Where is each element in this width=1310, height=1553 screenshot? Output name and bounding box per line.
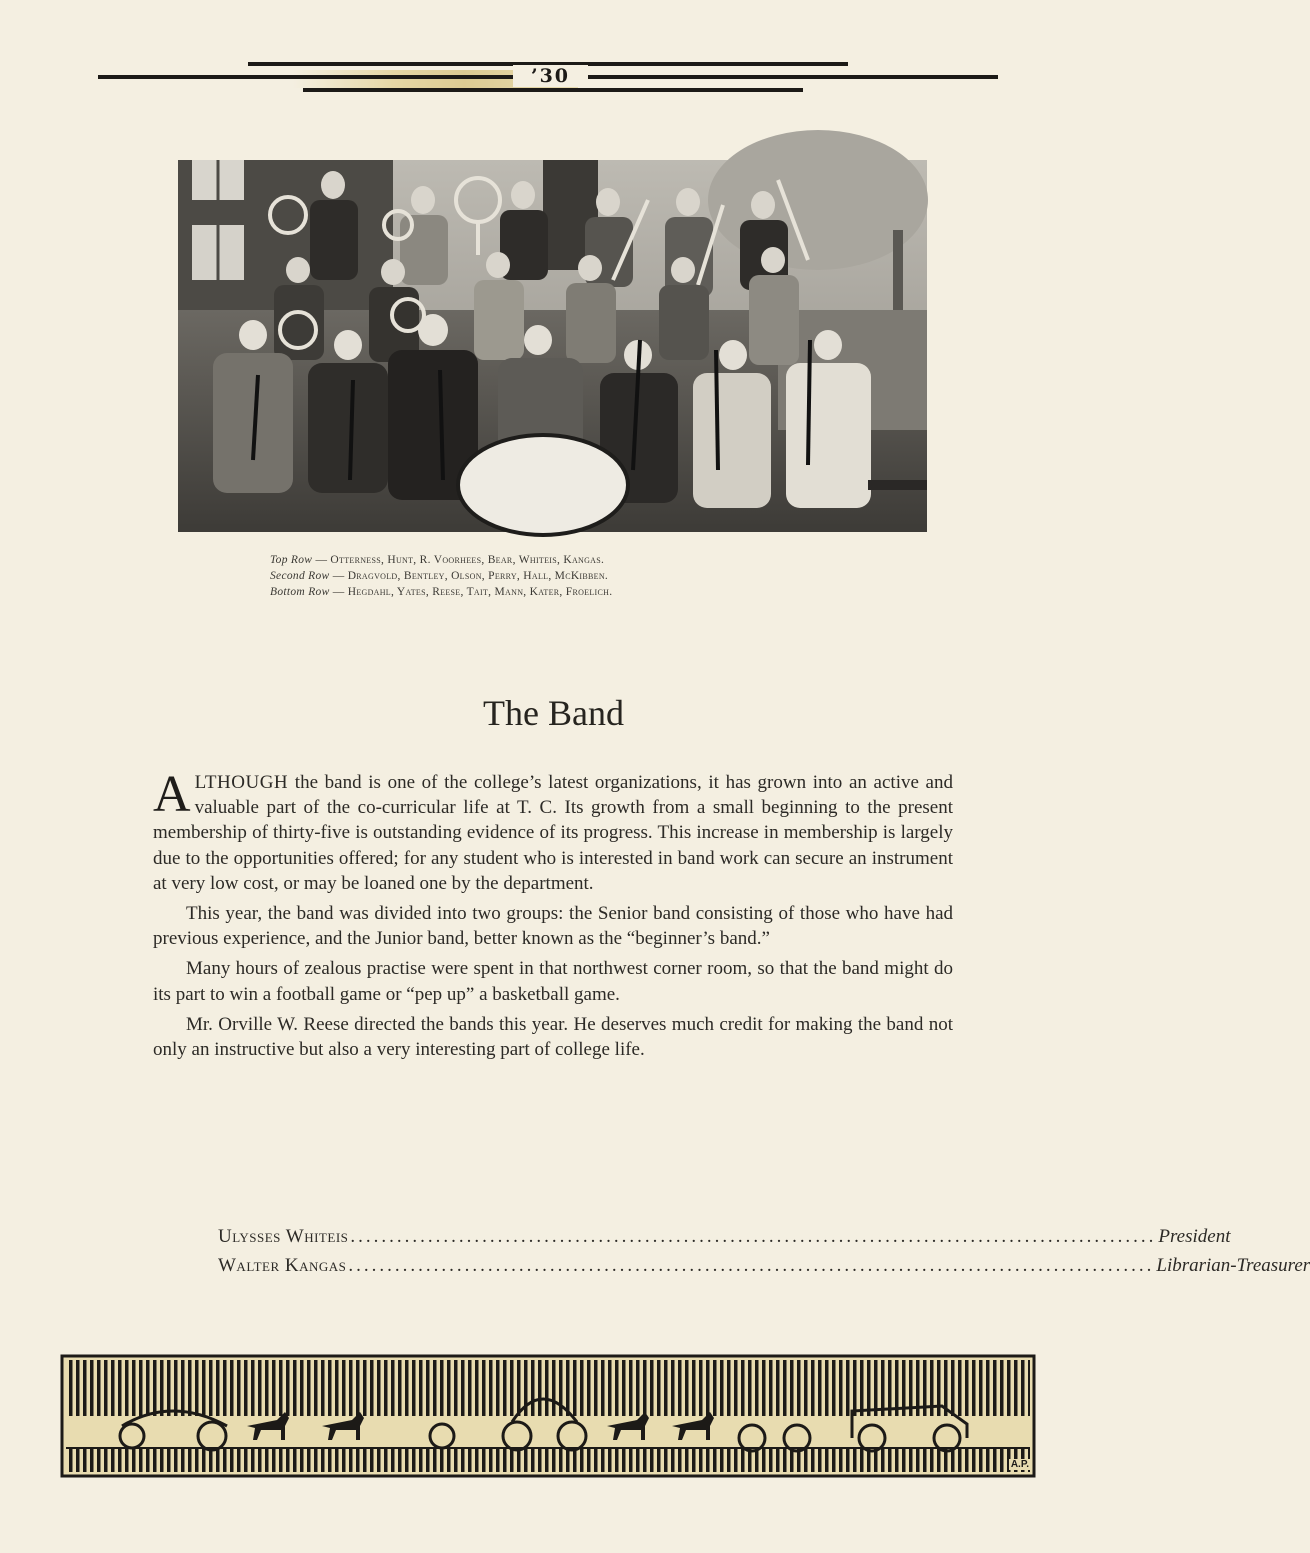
leader-dots: ........................................................................................................: [350, 1226, 1157, 1247]
drop-cap: A: [153, 766, 191, 823]
caption-row-top: [270, 552, 830, 568]
officer-row: [218, 1222, 1231, 1251]
paragraph-3: Many hours of zealous practise were spent in that northwest corner room, so that the band might do its part to win a football game or “pep up” a basketball game.: [153, 958, 953, 1005]
caption-row-label: Bottom Row: [270, 586, 330, 598]
officer-name: Walter Kangas: [218, 1255, 347, 1276]
decorative-frieze: [62, 1356, 1034, 1476]
header-rule-bottom: [303, 88, 803, 92]
officer-title: Librarian-Treasurer: [1156, 1255, 1310, 1276]
band-group-photo: [178, 160, 927, 532]
officer-row: [218, 1251, 1310, 1280]
caption-row-label: Second Row: [270, 570, 330, 582]
caption-row-label: Top Row: [270, 554, 313, 566]
page-number: ’30: [513, 65, 588, 87]
officers-list: [218, 1222, 1310, 1280]
transport-procession-illustration: [62, 1356, 1034, 1476]
officer-name: Ulysses Whiteis: [218, 1226, 349, 1247]
paragraph-2: This year, the band was divided into two groups: the Senior band consisting of those who have had previous experience, and the Junior band, better known as the “beginner’s band.”: [153, 903, 953, 950]
leader-dots: ........................................................................................................: [348, 1255, 1155, 1276]
caption-row-names: — Hegdahl, Yates, Reese, Tait, Mann, Kater, Froelich.: [332, 586, 613, 598]
caption-row-bottom: [270, 584, 830, 600]
page-header: [98, 58, 998, 98]
artist-signature: A.P.: [1010, 1459, 1029, 1470]
photo-caption: [270, 552, 830, 600]
article-body: [153, 766, 953, 1067]
caption-row-names: — Dragvold, Bentley, Olson, Perry, Hall, McKibben.: [332, 570, 609, 582]
paragraph-4: Mr. Orville W. Reese directed the bands this year. He deserves much credit for making the band not only an instructive but also a very interesting part of college life.: [153, 1013, 953, 1061]
header-rule-right: [588, 75, 998, 79]
photo-illustration: [178, 160, 927, 532]
page-title: The Band: [483, 693, 624, 733]
caption-row-names: — Otterness, Hunt, R. Voorhees, Bear, Whiteis, Kangas.: [315, 554, 605, 566]
officer-title: President: [1158, 1226, 1231, 1247]
paragraph-1-text: the band is one of the college’s latest organizations, it has grown into an active and valuable part of the co-curricular life at T. C. Its growth from a small beginning to the present membership of thirty-five is outstanding evidence of its progress. This increase in membership is largely due to the opportunities offered; for any student who is interested in band work can secure an instrument at very low cost, or may be loaned one by the department.: [153, 772, 953, 894]
paragraph-1: [153, 766, 953, 896]
caption-row-second: [270, 568, 830, 584]
lead-word: LTHOUGH: [194, 772, 289, 793]
header-rule-left: [98, 75, 513, 79]
